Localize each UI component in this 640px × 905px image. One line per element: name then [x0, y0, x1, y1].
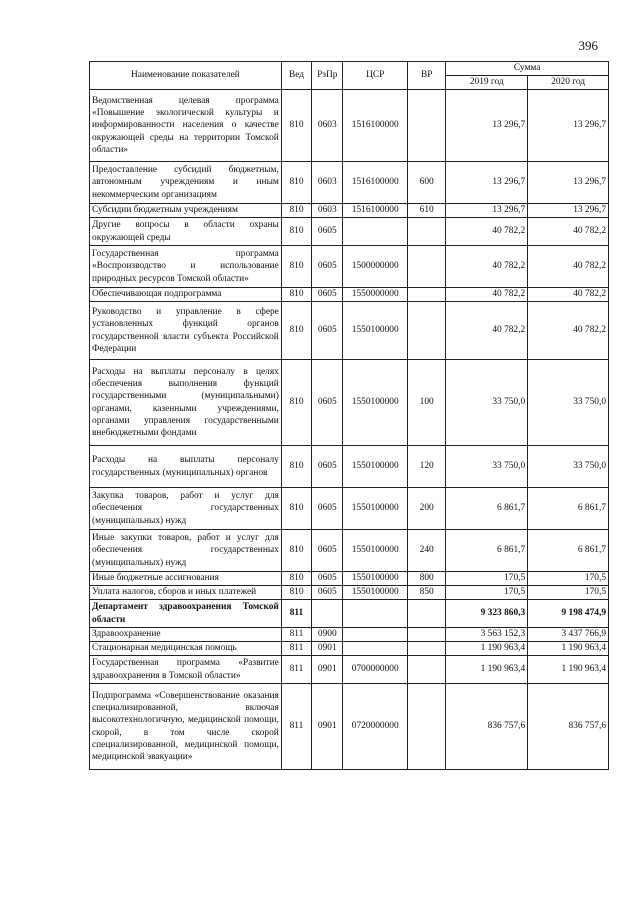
row-rzpr: 0900 [312, 628, 343, 642]
row-ved: 810 [281, 360, 311, 446]
table-row [90, 204, 609, 218]
row-vr [408, 302, 446, 360]
row-vr: 120 [408, 446, 446, 488]
table-row [90, 684, 609, 770]
row-vr: 800 [408, 572, 446, 586]
row-ved: 810 [281, 204, 311, 218]
row-csr: 1550000000 [343, 288, 408, 302]
row-sum-2019: 13 296,7 [446, 162, 528, 204]
row-sum-2019: 40 782,2 [446, 302, 528, 360]
row-sum-2019: 3 563 152,3 [446, 628, 528, 642]
table-row [90, 572, 609, 586]
row-ved: 811 [281, 600, 311, 628]
row-csr: 1550100000 [343, 360, 408, 446]
row-csr [343, 218, 408, 246]
row-rzpr: 0605 [312, 218, 343, 246]
row-rzpr: 0605 [312, 572, 343, 586]
row-sum-2020: 13 296,7 [528, 204, 609, 218]
row-csr: 0720000000 [343, 684, 408, 770]
table-row [90, 218, 609, 246]
row-name: Подпрограмма «Совершенствование оказания специализированной, включая высокотехнологичную, медицинской помощи, скорой, в том числе скорой специализированной, медицинской помощи, медицинской эвакуации» [90, 684, 282, 770]
row-sum-2020: 170,5 [528, 586, 609, 600]
row-csr [343, 642, 408, 656]
row-sum-2020: 9 198 474,9 [528, 600, 609, 628]
row-rzpr: 0901 [312, 642, 343, 656]
row-rzpr [312, 600, 343, 628]
row-csr: 1550100000 [343, 572, 408, 586]
row-name: Субсидии бюджетным учреждениям [90, 204, 282, 218]
row-ved: 810 [281, 586, 311, 600]
table-row [90, 162, 609, 204]
row-csr [343, 600, 408, 628]
row-vr [408, 600, 446, 628]
table-row [90, 530, 609, 572]
table-row [90, 488, 609, 530]
row-sum-2020: 836 757,6 [528, 684, 609, 770]
row-rzpr: 0605 [312, 302, 343, 360]
row-sum-2019: 1 190 963,4 [446, 656, 528, 684]
row-sum-2019: 40 782,2 [446, 288, 528, 302]
row-rzpr: 0605 [312, 586, 343, 600]
row-sum-2019: 170,5 [446, 572, 528, 586]
row-name: Обеспечивающая подпрограмма [90, 288, 282, 302]
table-row [90, 642, 609, 656]
row-name: Государственная программа «Воспроизводство и использование природных ресурсов Томской области» [90, 246, 282, 288]
row-name: Руководство и управление в сфере установленных функций органов государственной власти субъекта Российской Федерации [90, 302, 282, 360]
row-vr [408, 684, 446, 770]
row-vr [408, 628, 446, 642]
row-sum-2019: 836 757,6 [446, 684, 528, 770]
table-row [90, 360, 609, 446]
row-ved: 810 [281, 162, 311, 204]
row-sum-2020: 13 296,7 [528, 162, 609, 204]
row-rzpr: 0603 [312, 204, 343, 218]
row-ved: 810 [281, 246, 311, 288]
row-ved: 810 [281, 488, 311, 530]
row-sum-2019: 170,5 [446, 586, 528, 600]
row-csr: 1550100000 [343, 302, 408, 360]
row-sum-2020: 6 861,7 [528, 530, 609, 572]
row-csr: 1550100000 [343, 586, 408, 600]
header-vr: ВР [408, 62, 446, 90]
row-vr: 200 [408, 488, 446, 530]
row-vr: 610 [408, 204, 446, 218]
row-vr [408, 218, 446, 246]
row-csr: 1550100000 [343, 446, 408, 488]
row-name: Расходы на выплаты персоналу государственных (муниципальных) органов [90, 446, 282, 488]
row-name: Здравоохранение [90, 628, 282, 642]
row-sum-2020: 40 782,2 [528, 246, 609, 288]
table-row [90, 302, 609, 360]
row-csr: 1516100000 [343, 162, 408, 204]
table-header [90, 62, 609, 90]
row-sum-2019: 6 861,7 [446, 488, 528, 530]
header-ved: Вед [281, 62, 311, 90]
row-sum-2019: 13 296,7 [446, 204, 528, 218]
row-ved: 810 [281, 530, 311, 572]
row-vr [408, 288, 446, 302]
row-csr: 1550100000 [343, 530, 408, 572]
row-name: Государственная программа «Развитие здравоохранения в Томской области» [90, 656, 282, 684]
header-sum: Сумма [446, 62, 609, 76]
row-rzpr: 0605 [312, 288, 343, 302]
row-ved: 811 [281, 656, 311, 684]
row-vr [408, 642, 446, 656]
table-row [90, 600, 609, 628]
row-name: Уплата налогов, сборов и иных платежей [90, 586, 282, 600]
row-sum-2019: 33 750,0 [446, 360, 528, 446]
table-row [90, 656, 609, 684]
row-name: Департамент здравоохранения Томской области [90, 600, 282, 628]
row-sum-2019: 33 750,0 [446, 446, 528, 488]
row-ved: 811 [281, 628, 311, 642]
row-csr: 1550100000 [343, 488, 408, 530]
row-name: Стационарная медицинская помощь [90, 642, 282, 656]
row-csr: 1516100000 [343, 90, 408, 162]
header-rzpr: РзПр [312, 62, 343, 90]
row-rzpr: 0605 [312, 530, 343, 572]
table-row [90, 288, 609, 302]
header-name: Наименование показателей [90, 62, 282, 90]
row-ved: 810 [281, 572, 311, 586]
row-ved: 810 [281, 446, 311, 488]
row-sum-2020: 1 190 963,4 [528, 656, 609, 684]
row-name: Иные закупки товаров, работ и услуг для обеспечения государственных (муниципальных) нужд [90, 530, 282, 572]
row-vr [408, 656, 446, 684]
row-ved: 811 [281, 642, 311, 656]
row-rzpr: 0605 [312, 246, 343, 288]
row-sum-2019: 9 323 860,3 [446, 600, 528, 628]
row-vr [408, 246, 446, 288]
row-ved: 810 [281, 218, 311, 246]
row-sum-2020: 40 782,2 [528, 288, 609, 302]
row-rzpr: 0603 [312, 90, 343, 162]
row-sum-2020: 3 437 766,9 [528, 628, 609, 642]
row-csr: 0700000000 [343, 656, 408, 684]
row-sum-2020: 40 782,2 [528, 302, 609, 360]
row-sum-2019: 13 296,7 [446, 90, 528, 162]
table-row [90, 246, 609, 288]
row-ved: 810 [281, 90, 311, 162]
header-2020: 2020 год [528, 76, 609, 90]
row-name: Иные бюджетные ассигнования [90, 572, 282, 586]
row-rzpr: 0603 [312, 162, 343, 204]
row-sum-2019: 40 782,2 [446, 246, 528, 288]
row-vr [408, 90, 446, 162]
row-name: Расходы на выплаты персоналу в целях обеспечения выполнения функций государственными (муниципальными) органами, казенными учреждениями, органами управления государственными внебюджетными фондами [90, 360, 282, 446]
table-row [90, 446, 609, 488]
row-sum-2019: 6 861,7 [446, 530, 528, 572]
row-sum-2020: 6 861,7 [528, 488, 609, 530]
row-sum-2019: 40 782,2 [446, 218, 528, 246]
page-number: 396 [578, 38, 598, 53]
row-ved: 811 [281, 684, 311, 770]
table-body [90, 90, 609, 770]
row-csr [343, 628, 408, 642]
row-sum-2020: 40 782,2 [528, 218, 609, 246]
row-sum-2020: 170,5 [528, 572, 609, 586]
row-csr: 1500000000 [343, 246, 408, 288]
header-csr: ЦСР [343, 62, 408, 90]
row-name: Другие вопросы в области охраны окружающей среды [90, 218, 282, 246]
row-vr: 850 [408, 586, 446, 600]
row-rzpr: 0605 [312, 488, 343, 530]
row-sum-2020: 33 750,0 [528, 360, 609, 446]
row-rzpr: 0901 [312, 656, 343, 684]
row-ved: 810 [281, 288, 311, 302]
table-row [90, 586, 609, 600]
row-vr: 100 [408, 360, 446, 446]
row-sum-2020: 33 750,0 [528, 446, 609, 488]
row-rzpr: 0605 [312, 360, 343, 446]
row-sum-2020: 13 296,7 [528, 90, 609, 162]
row-vr: 600 [408, 162, 446, 204]
row-sum-2020: 1 190 963,4 [528, 642, 609, 656]
row-name: Ведомственная целевая программа «Повышение экологической культуры и информированности населения о качестве окружающей среды на территории Томской области» [90, 90, 282, 162]
header-2019: 2019 год [446, 76, 528, 90]
table-row [90, 90, 609, 162]
row-ved: 810 [281, 302, 311, 360]
row-vr: 240 [408, 530, 446, 572]
row-name: Предоставление субсидий бюджетным, автономным учреждениям и иным некоммерческим организациям [90, 162, 282, 204]
row-name: Закупка товаров, работ и услуг для обеспечения государственных (муниципальных) нужд [90, 488, 282, 530]
row-csr: 1516100000 [343, 204, 408, 218]
row-rzpr: 0901 [312, 684, 343, 770]
row-rzpr: 0605 [312, 446, 343, 488]
budget-table [89, 61, 609, 770]
row-sum-2019: 1 190 963,4 [446, 642, 528, 656]
table-row [90, 628, 609, 642]
